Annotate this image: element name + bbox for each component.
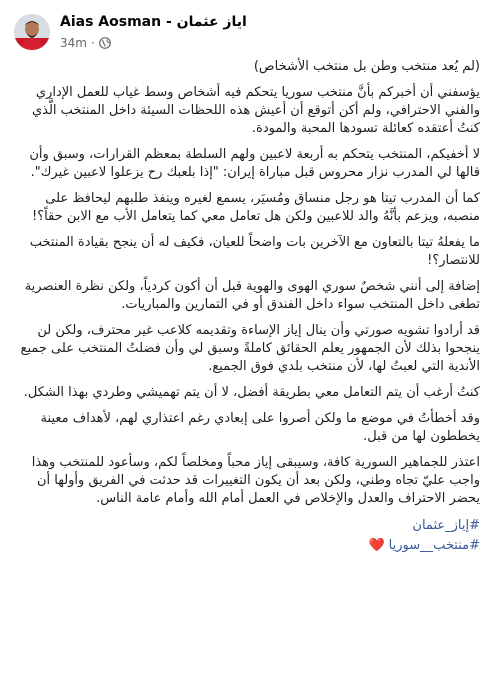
- hashtag-link[interactable]: #إياز_عثمان: [412, 518, 480, 533]
- post-paragraph: إضافة إلى أنني شخصٌ سوري الهوى والهوية قبل أن أكون كردياً، ولكن نظرة العنصرية تطغى داخل المنتخب سواء داخل الفندق أو في التمارين والمباريات.: [24, 279, 480, 312]
- heart-icon: ❤️: [368, 538, 385, 553]
- post-paragraph-title: (لم يُعد منتخب وطن بل منتخب الأشخاص): [253, 59, 480, 74]
- author-avatar[interactable]: [14, 14, 50, 50]
- post-paragraph: ما يفعلهُ تيتا بالتعاون مع الآخرين بات واضحاً للعيان، فكيف له أن ينجح بقيادة المنتخب للانتصار؟!: [29, 235, 480, 268]
- post-meta: [60, 36, 111, 50]
- globe-icon[interactable]: [99, 37, 111, 49]
- post-paragraph: كما أن المدرب تيتا هو رجل منساق ومُسيَر، يسمع لغيره وينفذ طلبهم ليحافظ على منصبه، ويزعم بأنَّهُ والد للاعبين ولكن هل تعامل معي كما يتعامل الأب مع الابن حقاً؟!: [32, 191, 480, 224]
- hashtag-list: [14, 516, 480, 556]
- post-paragraph: وقد أخطأتُ في موضع ما ولكن أصروا على إبعادي رغم اعتذاري لهم، لأهداف معينة يخططون لها من قبل.: [40, 411, 480, 444]
- post-timestamp[interactable]: 34m: [60, 36, 87, 50]
- hashtag-link-row: [14, 536, 480, 556]
- post-paragraph: لا أخفيكم، المنتخب يتحكم به أربعة لاعبين ولهم السلطة بمعظم القرارات، وسبق وأن قالها لي المدرب نزار محروس قبل مباراة إيران: "إذا بلعبك رح يزعلوا لاعبين غيرك".: [29, 147, 480, 180]
- author-name[interactable]: Aias Aosman - اياز عثمان: [60, 14, 247, 30]
- post-paragraph: اعتذر للجماهير السورية كافة، وسيبقى إياز محباً ومخلصاً لكم، وسأعود للمنتخب وهذا واجب عليّ تجاه وطني، ولكن بعد أن يكون التغييرات قد حدثت في الفريق وأولها أن يحضر الاحتراف والعدل والإخلاص في العمل أمام الله وأمام عامة الناس.: [31, 455, 480, 506]
- hashtag-link[interactable]: #منتخب__سوريا: [388, 538, 480, 553]
- post-header: [0, 8, 494, 52]
- meta-separator: ·: [90, 36, 95, 50]
- post-paragraph: كنتُ أرغب أن يتم التعامل معي بطريقة أفضل، لا أن يتم تهميشي وطردي بهذا الشكل.: [23, 385, 480, 400]
- post-body: [14, 58, 480, 556]
- post-paragraph: قد أرادوا تشويه صورتي وأن ينال إياز الإساءة وتقديمه كلاعب غير محترف، ولكن لن ينجحوا بذلك لأن الجمهور يعلم الحقائق كاملةً وسبق لي وأن فضلتُ المنتخب على جميع الأندية التي لعبتُ لها، لأن منتخب بلدي فوق الجميع.: [20, 323, 480, 374]
- post-paragraph: يؤسفني أن أخبركم بأنَّ منتخب سوريا يتحكم فيه أشخاص وسط غياب للعمل الإداري والفني الاحترافي، ولم أكن أتوقع أن أعيش هذه اللحظات السيئة داخل المنتخب الَّذي كنتُ أعتقده كعائلة تسودها المحبة والمودة.: [31, 85, 480, 136]
